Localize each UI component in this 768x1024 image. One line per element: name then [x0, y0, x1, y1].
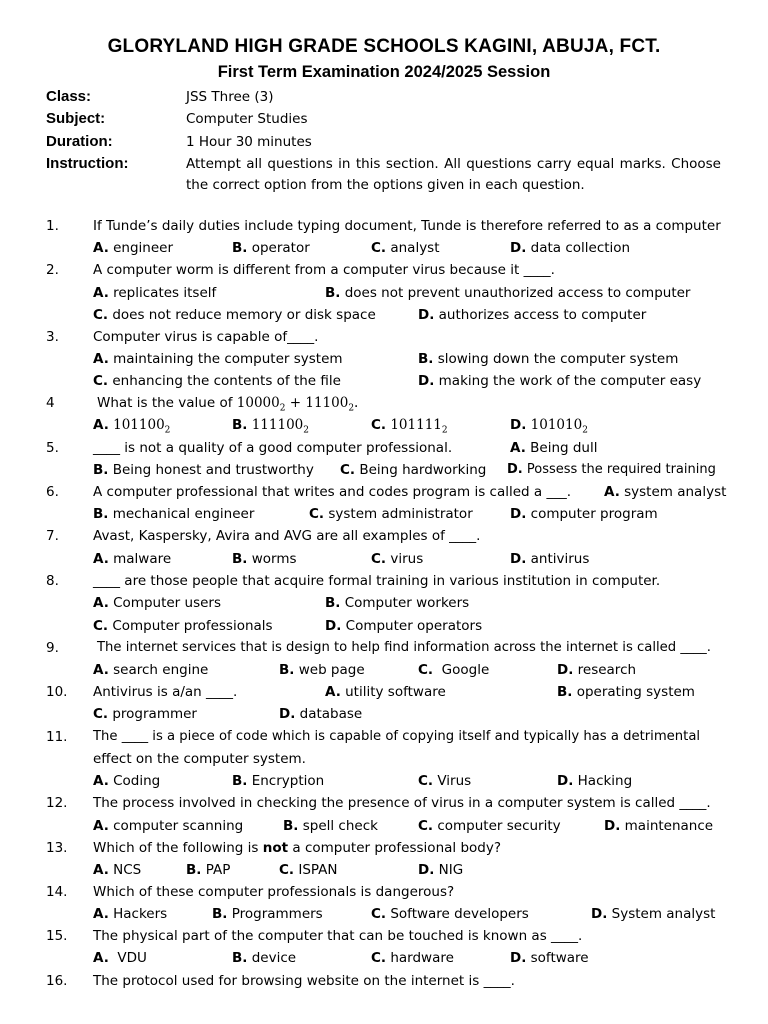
option-a	[93, 816, 243, 836]
option-d	[510, 948, 589, 968]
option-text: maintenance	[624, 818, 714, 834]
option-text: NIG	[438, 862, 464, 878]
option-d	[510, 415, 588, 441]
plus-sign: +	[289, 395, 302, 411]
option-text: Virus	[437, 773, 472, 789]
option-text: utility software	[345, 684, 446, 700]
option-letter: B.	[93, 462, 109, 478]
option-letter: A.	[93, 595, 109, 611]
option-a	[325, 682, 446, 702]
option-b	[232, 948, 296, 968]
question-text: If Tunde’s daily duties include typing document, Tunde is therefore referred to as a computer	[93, 218, 721, 234]
option-a	[93, 860, 141, 880]
option-text: system administrator	[328, 506, 473, 522]
option-text: Computer operators	[345, 618, 483, 634]
option-text: Software developers	[390, 906, 529, 922]
question-number: 15.	[46, 928, 68, 944]
option-letter: B.	[232, 417, 248, 433]
option-letter: B.	[93, 506, 109, 522]
option-a	[93, 771, 160, 791]
option-text: Being honest and trustworthy	[112, 462, 314, 478]
subject-value: Computer Studies	[186, 111, 308, 127]
option-letter: A.	[93, 773, 109, 789]
option-c	[309, 504, 473, 524]
option-text: Hacking	[577, 773, 633, 789]
option-letter: D.	[510, 551, 527, 567]
option-letter: D.	[325, 618, 342, 634]
option-text: $111100_2$	[251, 417, 309, 436]
question-text: ____ are those people that acquire formal training in various institution in computer.	[93, 573, 661, 589]
option-letter: C.	[93, 373, 109, 389]
question-text: The internet services that is design to help find information across the internet is called ____.	[97, 640, 711, 655]
option-letter: B.	[325, 285, 341, 301]
option-letter: D.	[510, 417, 527, 433]
option-text: slowing down the computer system	[437, 351, 679, 367]
option-text: operating system	[576, 684, 695, 700]
operand-2: 11100	[305, 395, 349, 411]
option-b	[212, 904, 323, 924]
option-text: programmer	[112, 706, 197, 722]
option-d	[279, 704, 362, 724]
option-text: Computer professionals	[112, 618, 273, 634]
option-letter: B.	[279, 662, 295, 678]
math-expression: $10000_2 + 11100_2$.	[236, 395, 359, 414]
option-letter: C.	[93, 307, 109, 323]
option-letter: A.	[93, 417, 109, 433]
option-c	[93, 704, 197, 724]
option-letter: B.	[557, 684, 573, 700]
question-text: Which of these computer professionals is dangerous?	[93, 884, 455, 900]
option-text: Programmers	[231, 906, 323, 922]
option-text: operator	[251, 240, 310, 256]
option-b	[283, 816, 378, 836]
option-text: Hackers	[113, 906, 168, 922]
option-d	[510, 238, 630, 258]
option-letter: B.	[186, 862, 202, 878]
option-text: analyst	[390, 240, 440, 256]
option-c	[371, 238, 440, 258]
option-text: Being dull	[530, 440, 598, 456]
option-a	[93, 549, 171, 569]
option-text: does not reduce memory or disk space	[112, 307, 376, 323]
option-a	[93, 238, 173, 258]
option-b	[279, 660, 365, 680]
option-text: system analyst	[624, 484, 727, 500]
option-a	[93, 660, 208, 680]
option-text: worms	[251, 551, 297, 567]
option-a	[93, 349, 343, 369]
option-letter: D.	[507, 462, 523, 477]
option-text: replicates itself	[113, 285, 217, 301]
option-d	[418, 305, 646, 325]
option-b	[557, 682, 695, 702]
option-letter: C.	[371, 906, 387, 922]
option-text: computer security	[437, 818, 561, 834]
option-letter: D.	[510, 506, 527, 522]
option-d	[557, 660, 636, 680]
duration-value: 1 Hour 30 minutes	[186, 134, 312, 150]
option-b	[232, 771, 324, 791]
question-number: 5.	[46, 440, 59, 456]
option-letter: D.	[510, 950, 527, 966]
option-c	[371, 904, 529, 924]
option-b	[325, 593, 469, 613]
question-number: 16.	[46, 973, 68, 989]
option-letter: A.	[604, 484, 620, 500]
question-text-continued: effect on the computer system.	[93, 751, 306, 767]
instruction-label: Instruction:	[46, 155, 129, 172]
question-text: The ____ is a piece of code which is capable of copying itself and typically has a detrimental	[93, 729, 701, 744]
option-letter: C.	[418, 773, 434, 789]
option-c	[279, 860, 338, 880]
option-c	[93, 371, 341, 391]
option-text: Computer workers	[344, 595, 470, 611]
option-c	[371, 948, 454, 968]
option-text: maintaining the computer system	[113, 351, 343, 367]
option-letter: C.	[279, 862, 295, 878]
question-text: Antivirus is a/an ____.	[93, 684, 238, 700]
option-letter: D.	[418, 307, 435, 323]
option-letter: A.	[510, 440, 526, 456]
emphasis-not: not	[262, 840, 289, 856]
option-text: making the work of the computer easy	[438, 373, 702, 389]
option-c	[418, 771, 471, 791]
question-number: 3.	[46, 329, 59, 345]
option-text: antivirus	[530, 551, 590, 567]
question-number: 1.	[46, 218, 59, 234]
option-text: VDU	[117, 950, 147, 966]
question-prefix: What is the value of	[97, 395, 233, 411]
option-d	[325, 616, 482, 636]
option-text: Computer users	[113, 595, 222, 611]
option-letter: A.	[93, 662, 109, 678]
question-number: 14.	[46, 884, 68, 900]
option-letter: C.	[340, 462, 356, 478]
question-number: 7.	[46, 528, 59, 544]
option-letter: A.	[93, 285, 109, 301]
option-text: Google	[441, 662, 490, 678]
option-text: database	[299, 706, 363, 722]
operand-1: 10000	[236, 395, 280, 411]
base-subscript: 2	[279, 403, 286, 414]
option-letter: D.	[591, 906, 608, 922]
option-text: virus	[390, 551, 424, 567]
option-c	[93, 305, 376, 325]
option-letter: B.	[232, 240, 248, 256]
option-letter: D.	[418, 373, 435, 389]
option-letter: D.	[418, 862, 435, 878]
question-text: A computer worm is different from a computer virus because it ____.	[93, 262, 555, 278]
option-letter: D.	[557, 662, 574, 678]
option-text: malware	[113, 551, 172, 567]
option-d	[510, 549, 589, 569]
option-text: data collection	[530, 240, 631, 256]
option-letter: A.	[93, 818, 109, 834]
option-b	[93, 504, 254, 524]
instruction-text: Attempt all questions in this section. All questions carry equal marks. Choose the correct option from the options given in each question.	[186, 156, 721, 193]
question-number: 11.	[46, 729, 68, 745]
option-c	[371, 549, 423, 569]
option-d	[604, 816, 713, 836]
option-letter: B.	[212, 906, 228, 922]
option-a	[604, 482, 726, 502]
option-text: Possess the required training	[526, 462, 716, 477]
option-text: authorizes access to computer	[438, 307, 647, 323]
option-letter: C.	[371, 417, 387, 433]
option-letter: C.	[309, 506, 325, 522]
option-b	[418, 349, 678, 369]
option-letter: D.	[557, 773, 574, 789]
option-text: hardware	[390, 950, 454, 966]
option-text: enhancing the contents of the file	[112, 373, 341, 389]
option-a	[93, 415, 170, 441]
option-letter: C.	[371, 950, 387, 966]
option-text: Being hardworking	[359, 462, 487, 478]
option-text: research	[577, 662, 637, 678]
option-c	[418, 816, 561, 836]
school-name: GLORYLAND HIGH GRADE SCHOOLS KAGINI, ABUJA, FCT.	[107, 36, 661, 57]
option-text: Encryption	[251, 773, 325, 789]
option-a	[93, 904, 167, 924]
option-letter: A.	[93, 551, 109, 567]
option-letter: B.	[418, 351, 434, 367]
option-letter: C.	[371, 551, 387, 567]
option-letter: B.	[232, 773, 248, 789]
option-b	[93, 460, 314, 480]
question-number: 4	[46, 395, 55, 411]
question-text: A computer professional that writes and codes program is called a ___.	[93, 484, 572, 500]
option-text: ISPAN	[298, 862, 338, 878]
question-text: Avast, Kaspersky, Avira and AVG are all examples of ____.	[93, 528, 481, 544]
option-text: $101100_2$	[113, 417, 171, 436]
option-d	[510, 504, 658, 524]
class-value: JSS Three (3)	[186, 89, 274, 105]
subject-label: Subject:	[46, 110, 106, 127]
question-text: The process involved in checking the presence of virus in a computer system is called ____.	[93, 795, 711, 811]
option-d	[418, 371, 701, 391]
option-letter: D.	[510, 240, 527, 256]
option-text: device	[251, 950, 297, 966]
option-letter: D.	[279, 706, 296, 722]
option-a	[510, 438, 598, 458]
option-letter: C.	[418, 818, 434, 834]
question-number: 13.	[46, 840, 68, 856]
option-c	[371, 415, 448, 441]
option-text: search engine	[113, 662, 209, 678]
option-b	[232, 415, 309, 441]
question-number: 8.	[46, 573, 59, 589]
question-text: Which of the following is not a computer professional body?	[93, 840, 501, 856]
option-text: Coding	[113, 773, 161, 789]
option-a	[93, 283, 216, 303]
option-text: NCS	[113, 862, 142, 878]
option-text: computer scanning	[113, 818, 244, 834]
option-letter: A.	[93, 906, 109, 922]
question-text: The physical part of the computer that can be touched is known as ____.	[93, 928, 583, 944]
exam-session: First Term Examination 2024/2025 Session	[217, 63, 551, 81]
question-text: ____ is not a quality of a good computer professional.	[93, 440, 453, 456]
option-c	[340, 460, 486, 480]
option-text: System analyst	[611, 906, 716, 922]
option-text: mechanical engineer	[112, 506, 255, 522]
option-letter: C.	[93, 618, 109, 634]
option-text: web page	[298, 662, 365, 678]
option-d	[557, 771, 632, 791]
base-subscript: 2	[348, 403, 355, 414]
option-b	[232, 549, 297, 569]
option-text: computer program	[530, 506, 658, 522]
question-number: 6.	[46, 484, 59, 500]
option-letter: B.	[283, 818, 299, 834]
question-text: The protocol used for browsing website on the internet is ____.	[93, 973, 515, 989]
option-a	[93, 948, 147, 968]
option-b	[325, 283, 690, 303]
option-d	[418, 860, 463, 880]
option-c	[93, 616, 273, 636]
option-b	[232, 238, 310, 258]
option-text: software	[530, 950, 589, 966]
option-letter: C.	[93, 706, 109, 722]
option-b	[186, 860, 230, 880]
option-letter: A.	[93, 240, 109, 256]
option-text: $101111_2$	[390, 417, 448, 436]
option-letter: D.	[604, 818, 621, 834]
option-a	[93, 593, 221, 613]
option-letter: A.	[93, 950, 109, 966]
option-letter: A.	[325, 684, 341, 700]
option-letter: C.	[371, 240, 387, 256]
option-c	[418, 660, 489, 680]
question-number: 10.	[46, 684, 68, 700]
question-text: Computer virus is capable of____.	[93, 329, 319, 345]
class-label: Class:	[46, 88, 92, 105]
option-text: PAP	[205, 862, 231, 878]
option-text: spell check	[302, 818, 378, 834]
option-letter: A.	[93, 351, 109, 367]
option-text: engineer	[113, 240, 174, 256]
question-number: 2.	[46, 262, 59, 278]
option-letter: A.	[93, 862, 109, 878]
option-d	[507, 460, 716, 480]
option-letter: B.	[232, 551, 248, 567]
duration-label: Duration:	[46, 133, 113, 150]
option-letter: C.	[418, 662, 434, 678]
option-text: does not prevent unauthorized access to computer	[344, 285, 691, 301]
option-letter: B.	[232, 950, 248, 966]
question-number: 9.	[46, 640, 59, 656]
question-number: 12.	[46, 795, 68, 811]
option-d	[591, 904, 715, 924]
option-text: $101010_2$	[530, 417, 588, 436]
option-letter: B.	[325, 595, 341, 611]
